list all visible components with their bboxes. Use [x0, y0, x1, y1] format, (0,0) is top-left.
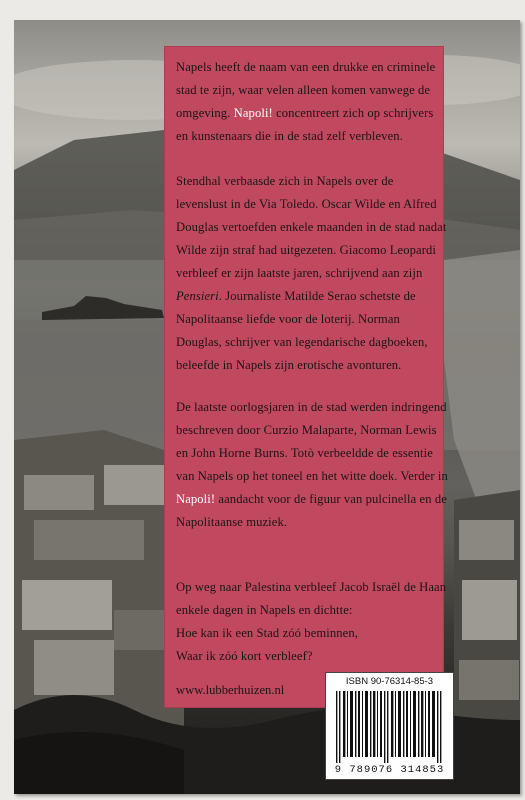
isbn-barcode [325, 672, 454, 780]
barcode-bars [334, 691, 445, 763]
quote-line-1: Hoe kan ik een Stad zóó beminnen, [176, 626, 359, 640]
quote-line-2: Waar ik zóó kort verbleef? [176, 649, 313, 663]
book-title-highlight: Napoli! [233, 106, 273, 120]
pensieri-title: Pensieri [176, 289, 219, 303]
book-title-highlight: Napoli! [176, 492, 216, 506]
blurb-paragraph-3: De laatste oorlogsjaren in de stad werden indringend beschreven door Curzio Malaparte, Norman Lewis en John Horne Burns. Totò verbeeldde de essentie van Napels op het toneel en het witte doek. Verder in Napoli! aandacht voor de figuur van pulcinella en de Napolitaanse muziek. [176, 400, 448, 529]
blurb-paragraph-2: Stendhal verbaasde zich in Napels over de levenslust in de Via Toledo. Oscar Wilde en Alfred Douglas vertoefden enkele maanden in de stad nadat Wilde zijn straf had uitgezeten. Giacomo Leopardi verbleef er zijn laatste jaren, schrijvend aan zijn Pensieri. Journaliste Matilde Serao schetste de Napolitaanse liefde voor de loterij. Norman Douglas, schrijver van legendarische dagboeken, beleefde in Napels zijn erotische avonturen. [176, 174, 447, 372]
isbn-number: ISBN 90-76314-85-3 [345, 676, 434, 687]
ean-number: 9 789076 314853 [334, 764, 445, 776]
blurb-paragraph-4: Op weg naar Palestina verbleef Jacob Israël de Haan enkele dagen in Napels en dichtte: Hoe kan ik een Stad zóó beminnen, Waar ik zóó kort verbleef? [176, 580, 447, 663]
publisher-website: www.lubberhuizen.nl [176, 683, 285, 697]
blurb-paragraph-1: Napels heeft de naam van een drukke en criminele stad te zijn, waar velen alleen komen vanwege de omgeving. Napoli! concentreert zich op schrijvers en kunstenaars die in de stad zelf verbleven. [176, 60, 436, 143]
